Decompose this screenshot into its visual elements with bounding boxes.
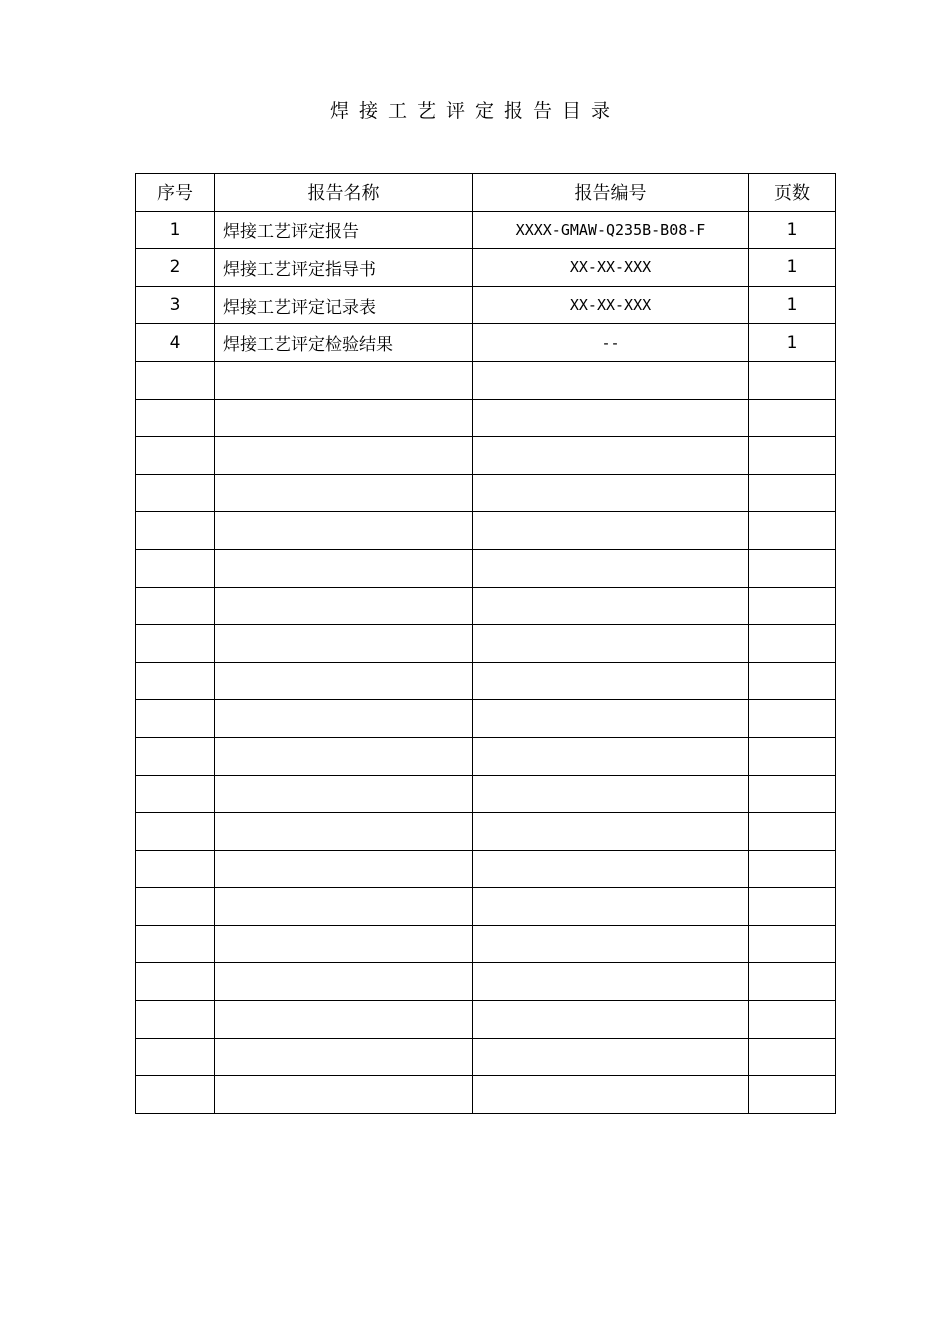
empty-table-row <box>136 437 836 475</box>
cell-name <box>215 625 473 663</box>
cell-no <box>136 587 215 625</box>
cell-no <box>136 549 215 587</box>
cell-name <box>215 963 473 1001</box>
cell-pages: 1 <box>749 324 836 362</box>
cell-pages <box>749 813 836 851</box>
cell-no <box>136 813 215 851</box>
cell-pages <box>749 1076 836 1114</box>
cell-name <box>215 1038 473 1076</box>
empty-table-row <box>136 399 836 437</box>
cell-no <box>136 399 215 437</box>
cell-code <box>473 850 749 888</box>
cell-code <box>473 1076 749 1114</box>
cell-pages <box>749 437 836 475</box>
cell-no: 4 <box>136 324 215 362</box>
header-pages: 页数 <box>749 174 836 212</box>
cell-code: -- <box>473 324 749 362</box>
empty-table-row <box>136 1001 836 1039</box>
cell-code <box>473 700 749 738</box>
cell-pages <box>749 888 836 926</box>
cell-code <box>473 775 749 813</box>
cell-pages <box>749 1001 836 1039</box>
cell-pages <box>749 474 836 512</box>
empty-table-row <box>136 662 836 700</box>
cell-no <box>136 888 215 926</box>
table-row <box>136 249 836 287</box>
cell-pages <box>749 587 836 625</box>
report-index-table <box>135 173 836 1114</box>
table-row <box>136 286 836 324</box>
cell-name <box>215 813 473 851</box>
cell-code <box>473 474 749 512</box>
cell-no <box>136 700 215 738</box>
cell-name <box>215 549 473 587</box>
cell-no <box>136 925 215 963</box>
cell-pages <box>749 512 836 550</box>
empty-table-row <box>136 587 836 625</box>
cell-no <box>136 1076 215 1114</box>
cell-name <box>215 888 473 926</box>
cell-pages <box>749 737 836 775</box>
table-body <box>136 211 836 1113</box>
cell-code <box>473 1038 749 1076</box>
cell-pages <box>749 361 836 399</box>
header-code: 报告编号 <box>473 174 749 212</box>
cell-pages: 1 <box>749 286 836 324</box>
empty-table-row <box>136 474 836 512</box>
cell-no <box>136 474 215 512</box>
cell-code <box>473 437 749 475</box>
cell-code <box>473 737 749 775</box>
cell-code <box>473 1001 749 1039</box>
cell-code <box>473 512 749 550</box>
cell-no <box>136 1001 215 1039</box>
cell-code <box>473 587 749 625</box>
empty-table-row <box>136 925 836 963</box>
cell-name: 焊接工艺评定记录表 <box>215 286 473 324</box>
cell-name <box>215 587 473 625</box>
table-row <box>136 324 836 362</box>
cell-pages <box>749 925 836 963</box>
cell-pages <box>749 1038 836 1076</box>
empty-table-row <box>136 775 836 813</box>
cell-code <box>473 925 749 963</box>
cell-code: XXXX-GMAW-Q235B-B08-F <box>473 211 749 249</box>
cell-no <box>136 963 215 1001</box>
cell-no <box>136 850 215 888</box>
page-title: 焊接工艺评定报告目录 <box>329 100 620 122</box>
empty-table-row <box>136 625 836 663</box>
cell-pages <box>749 775 836 813</box>
cell-name: 焊接工艺评定指导书 <box>215 249 473 287</box>
cell-no: 2 <box>136 249 215 287</box>
cell-code <box>473 963 749 1001</box>
cell-pages <box>749 850 836 888</box>
cell-no <box>136 512 215 550</box>
cell-pages <box>749 549 836 587</box>
cell-code <box>473 361 749 399</box>
cell-code <box>473 549 749 587</box>
cell-pages <box>749 625 836 663</box>
empty-table-row <box>136 512 836 550</box>
cell-no <box>136 737 215 775</box>
cell-pages <box>749 963 836 1001</box>
cell-no <box>136 437 215 475</box>
cell-name <box>215 399 473 437</box>
empty-table-row <box>136 1038 836 1076</box>
cell-name <box>215 700 473 738</box>
cell-name <box>215 474 473 512</box>
cell-pages: 1 <box>749 211 836 249</box>
cell-name <box>215 775 473 813</box>
cell-code: XX-XX-XXX <box>473 249 749 287</box>
cell-code <box>473 888 749 926</box>
cell-pages <box>749 662 836 700</box>
header-name: 报告名称 <box>215 174 473 212</box>
cell-code: XX-XX-XXX <box>473 286 749 324</box>
cell-name <box>215 361 473 399</box>
cell-no: 3 <box>136 286 215 324</box>
empty-table-row <box>136 1076 836 1114</box>
cell-name <box>215 437 473 475</box>
empty-table-row <box>136 700 836 738</box>
cell-code <box>473 813 749 851</box>
empty-table-row <box>136 850 836 888</box>
cell-pages: 1 <box>749 249 836 287</box>
cell-name: 焊接工艺评定报告 <box>215 211 473 249</box>
cell-name <box>215 850 473 888</box>
cell-no <box>136 625 215 663</box>
cell-code <box>473 625 749 663</box>
empty-table-row <box>136 737 836 775</box>
table-header-row <box>136 174 836 212</box>
cell-name <box>215 662 473 700</box>
empty-table-row <box>136 549 836 587</box>
cell-name <box>215 512 473 550</box>
cell-code <box>473 399 749 437</box>
cell-pages <box>749 399 836 437</box>
cell-code <box>473 662 749 700</box>
cell-no <box>136 361 215 399</box>
cell-no <box>136 775 215 813</box>
cell-name: 焊接工艺评定检验结果 <box>215 324 473 362</box>
header-no: 序号 <box>136 174 215 212</box>
cell-pages <box>749 700 836 738</box>
cell-name <box>215 925 473 963</box>
cell-name <box>215 1076 473 1114</box>
cell-name <box>215 1001 473 1039</box>
cell-no <box>136 662 215 700</box>
cell-no <box>136 1038 215 1076</box>
empty-table-row <box>136 361 836 399</box>
cell-no: 1 <box>136 211 215 249</box>
cell-name <box>215 737 473 775</box>
table-row <box>136 211 836 249</box>
empty-table-row <box>136 813 836 851</box>
empty-table-row <box>136 963 836 1001</box>
empty-table-row <box>136 888 836 926</box>
